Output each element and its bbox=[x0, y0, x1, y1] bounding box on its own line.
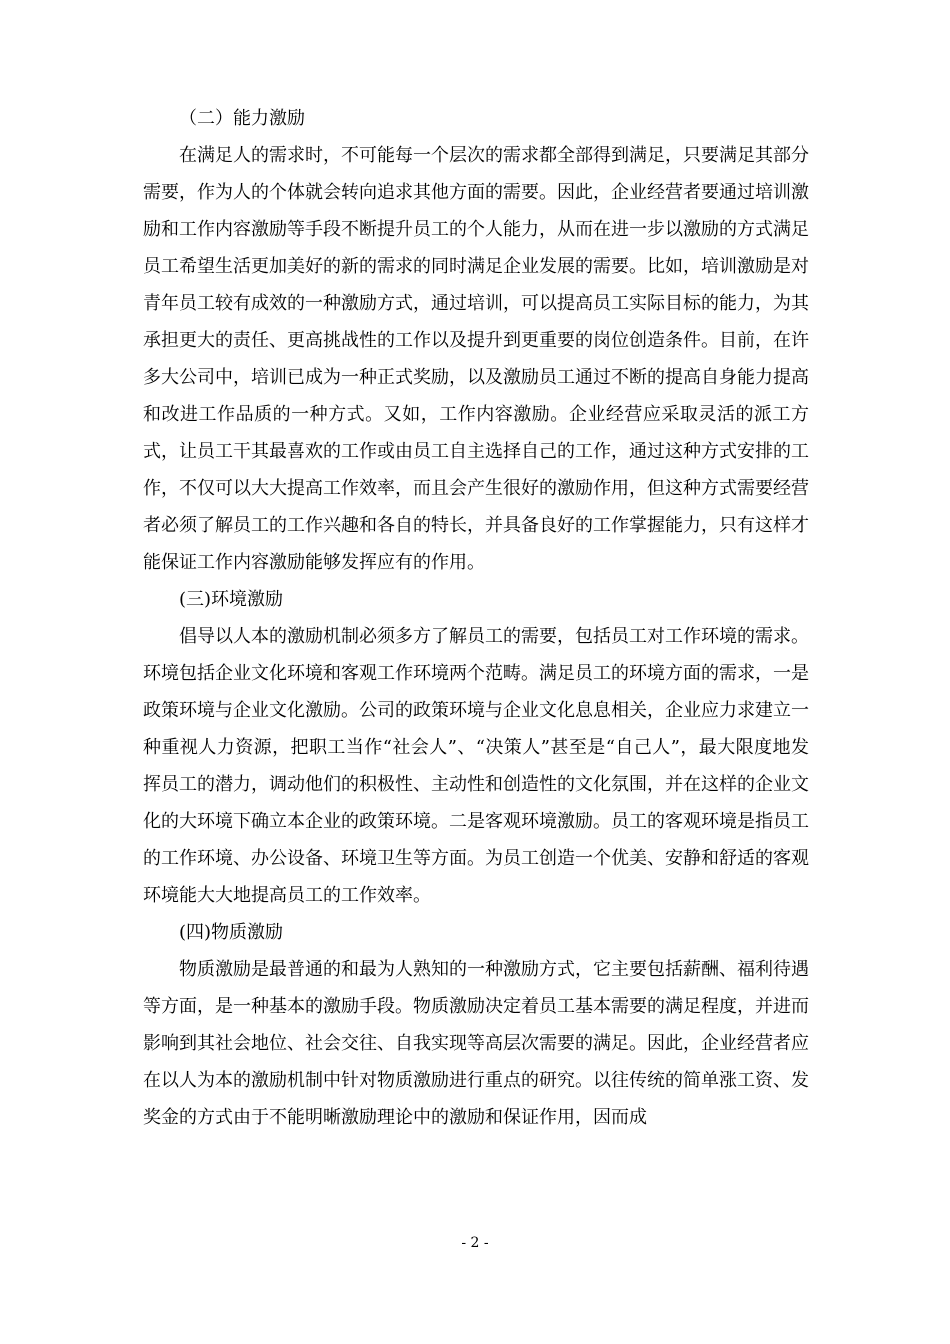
section-paragraph-ability-incentive: 在满足人的需求时，不可能每一个层次的需求都全部得到满足，只要满足其部分需要，作为人的个体就会转向追求其他方面的需要。因此，企业经营者要通过培训激励和工作内容激励等手段不断提升员工的个人能力，从而在进一步以激励的方式满足员工希望生活更加美好的新的需求的同时满足企业发展的需要。比如，培训激励是对青年员工较有成效的一种激励方式，通过培训，可以提高员工实际目标的能力，为其承担更大的责任、更高挑战性的工作以及提升到更重要的岗位创造条件。目前，在许多大公司中，培训已成为一种正式奖励，以及激励员工通过不断的提高自身能力提高和改进工作品质的一种方式。又如，工作内容激励。企业经营应采取灵活的派工方式，让员工干其最喜欢的工作或由员工自主选择自己的工作，通过这种方式安排的工作，不仅可以大大提高工作效率，而且会产生很好的激励作用，但这种方式需要经营者必须了解员工的工作兴趣和各自的特长，并具备良好的工作掌握能力，只有这样才能保证工作内容激励能够发挥应有的作用。 bbox=[143, 145, 809, 573]
section-heading-ability-incentive: （二）能力激励 bbox=[179, 108, 305, 129]
section-heading-environment-incentive: (三)环境激励 bbox=[179, 589, 284, 610]
section-heading-material-incentive: (四)物质激励 bbox=[179, 922, 284, 943]
page-number: - 2 - bbox=[461, 1235, 489, 1251]
section-paragraph-environment-incentive: 倡导以人本的激励机制必须多方了解员工的需要，包括员工对工作环境的需求。环境包括企业文化环境和客观工作环境两个范畴。满足员工的环境方面的需求，一是政策环境与企业文化激励。公司的政策环境与企业文化息息相关，企业应力求建立一种重视人力资源，把职工当作“社会人”、“决策人”甚至是“自己人”，最大限度地发挥员工的潜力，调动他们的积极性、主动性和创造性的文化氛围，并在这样的企业文化的大环境下确立本企业的政策环境。二是客观环境激励。员工的客观环境是指员工的工作环境、办公设备、环境卫生等方面。为员工创造一个优美、安静和舒适的客观环境能大大地提高员工的工作效率。 bbox=[143, 626, 809, 906]
document-body bbox=[143, 100, 809, 1136]
section-paragraph-material-incentive: 物质激励是最普通的和最为人熟知的一种激励方式，它主要包括薪酬、福利待遇等方面，是一种基本的激励手段。物质激励决定着员工基本需要的满足程度，并进而影响到其社会地位、社会交往、自我实现等高层次需要的满足。因此，企业经营者应在以人为本的激励机制中针对物质激励进行重点的研究。以往传统的简单涨工资、发奖金的方式由于不能明晰激励理论中的激励和保证作用，因而成 bbox=[143, 959, 809, 1128]
